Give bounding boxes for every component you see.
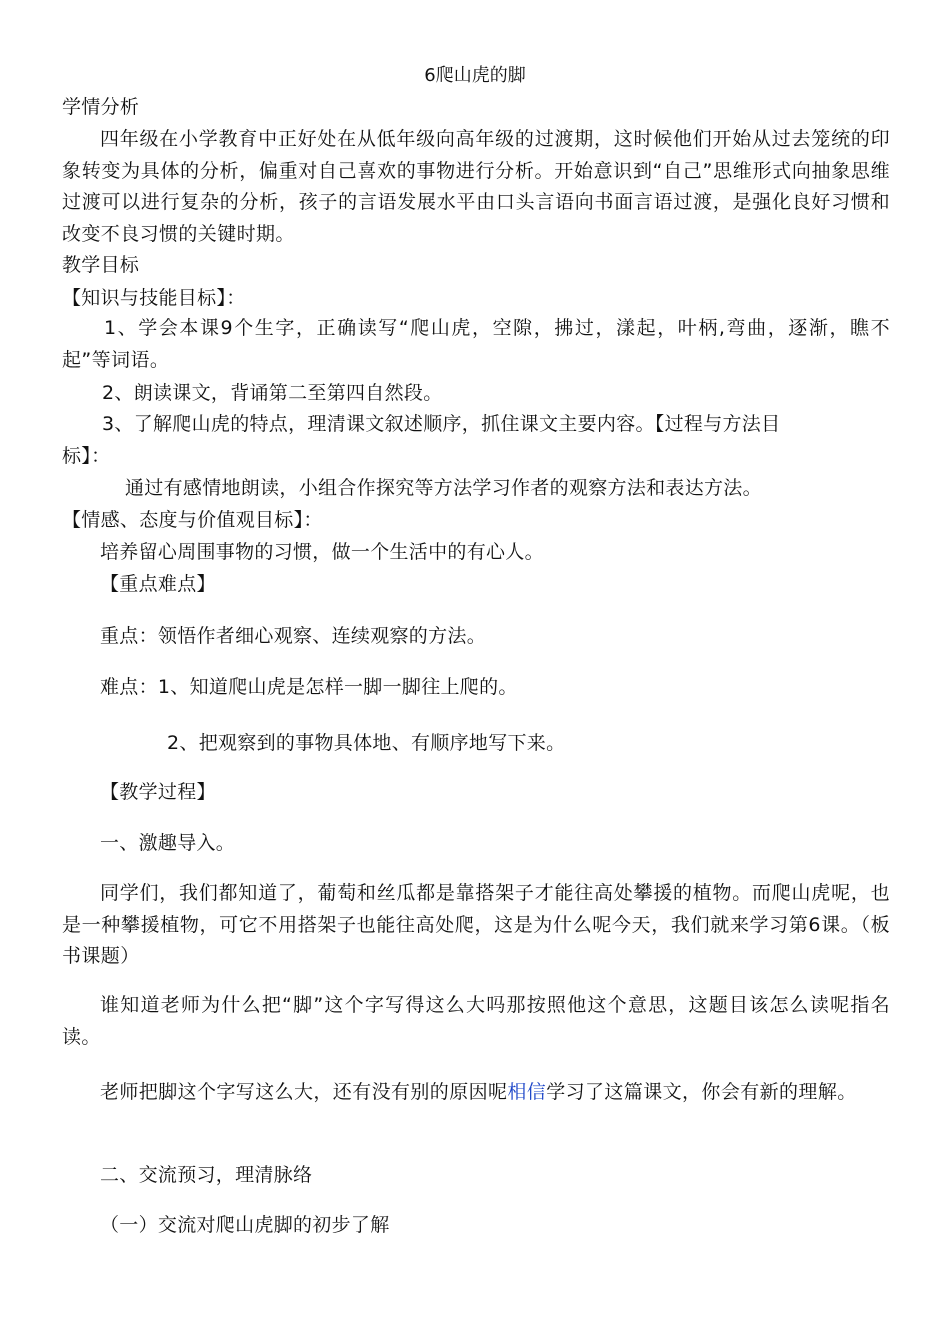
teaching-goals-heading: 教学目标 xyxy=(62,254,140,276)
difficulty-item-1: 难点：1、知道爬山虎是怎样一脚一脚往上爬的。 xyxy=(100,676,518,698)
key-difficulty-heading: 【重点难点】 xyxy=(100,573,216,595)
knowledge-goal-heading: 【知识与技能目标】： xyxy=(62,287,246,309)
goal-item-1: 1、学会本课9个生字，正确读写“爬山虎，空隙，拂过，漾起，叶柄,弯曲，逐渐，瞧不起”等词语。 xyxy=(62,317,890,371)
goal-item-3-line2: 标】： xyxy=(62,445,111,467)
learning-analysis-heading: 学情分析 xyxy=(62,96,140,118)
process-method-text: 通过有感情地朗读，小组合作探究等方法学习作者的观察方法和表达方法。 xyxy=(125,477,762,499)
teaching-process-heading: 【教学过程】 xyxy=(100,781,216,803)
step-1-paragraph-3 xyxy=(62,1077,890,1109)
step-2-subheading: （一）交流对爬山虎脚的初步了解 xyxy=(100,1214,390,1236)
difficulty-item-2: 2、把观察到的事物具体地、有顺序地写下来。 xyxy=(167,732,566,754)
step-1-heading: 一、激趣导入。 xyxy=(100,832,236,854)
learning-analysis-paragraph: 四年级在小学教育中正好处在从低年级向高年级的过渡期，这时候他们开始从过去笼统的印象转变为具体的分析，偏重对自己喜欢的事物进行分析。开始意识到“自己”思维形式向抽象思维过渡可以进行复杂的分析，孩子的言语发展水平由口头言语向书面言语过渡，是强化良好习惯和改变不良习惯的关键时期。 xyxy=(62,128,890,245)
highlighted-word: 相信 xyxy=(507,1081,547,1103)
goal-item-2: 2、朗读课文，背诵第二至第四自然段。 xyxy=(102,382,443,404)
step-1-paragraph-3-part-a: 老师把脚这个字写这么大，还有没有别的原因呢 xyxy=(100,1081,508,1103)
key-point-text: 重点：领悟作者细心观察、连续观察的方法。 xyxy=(100,625,487,647)
step-1-paragraph-3-part-b: 学习了这篇课文，你会有新的理解。 xyxy=(546,1081,857,1103)
step-2-heading: 二、交流预习，理清脉络 xyxy=(100,1164,313,1186)
emotion-goal-text: 培养留心周围事物的习惯，做一个生活中的有心人。 xyxy=(100,541,544,563)
step-1-paragraph: 同学们，我们都知道了，葡萄和丝瓜都是靠搭架子才能往高处攀援的植物。而爬山虎呢，也是一种攀援植物，可它不用搭架子也能往高处爬，这是为什么呢今天，我们就来学习第6课。（板书课题） xyxy=(62,882,890,967)
goal-item-3-line1: 3、了解爬山虎的特点，理清课文叙述顺序，抓住课文主要内容。【过程与方法目 xyxy=(102,413,781,435)
step-1-paragraph-2: 谁知道老师为什么把“脚”这个字写得这么大吗那按照他这个意思，这题目该怎么读呢指名读。 xyxy=(62,994,890,1048)
document-title: 6爬山虎的脚 xyxy=(424,65,526,86)
emotion-goal-heading: 【情感、态度与价值观目标】： xyxy=(62,509,323,531)
